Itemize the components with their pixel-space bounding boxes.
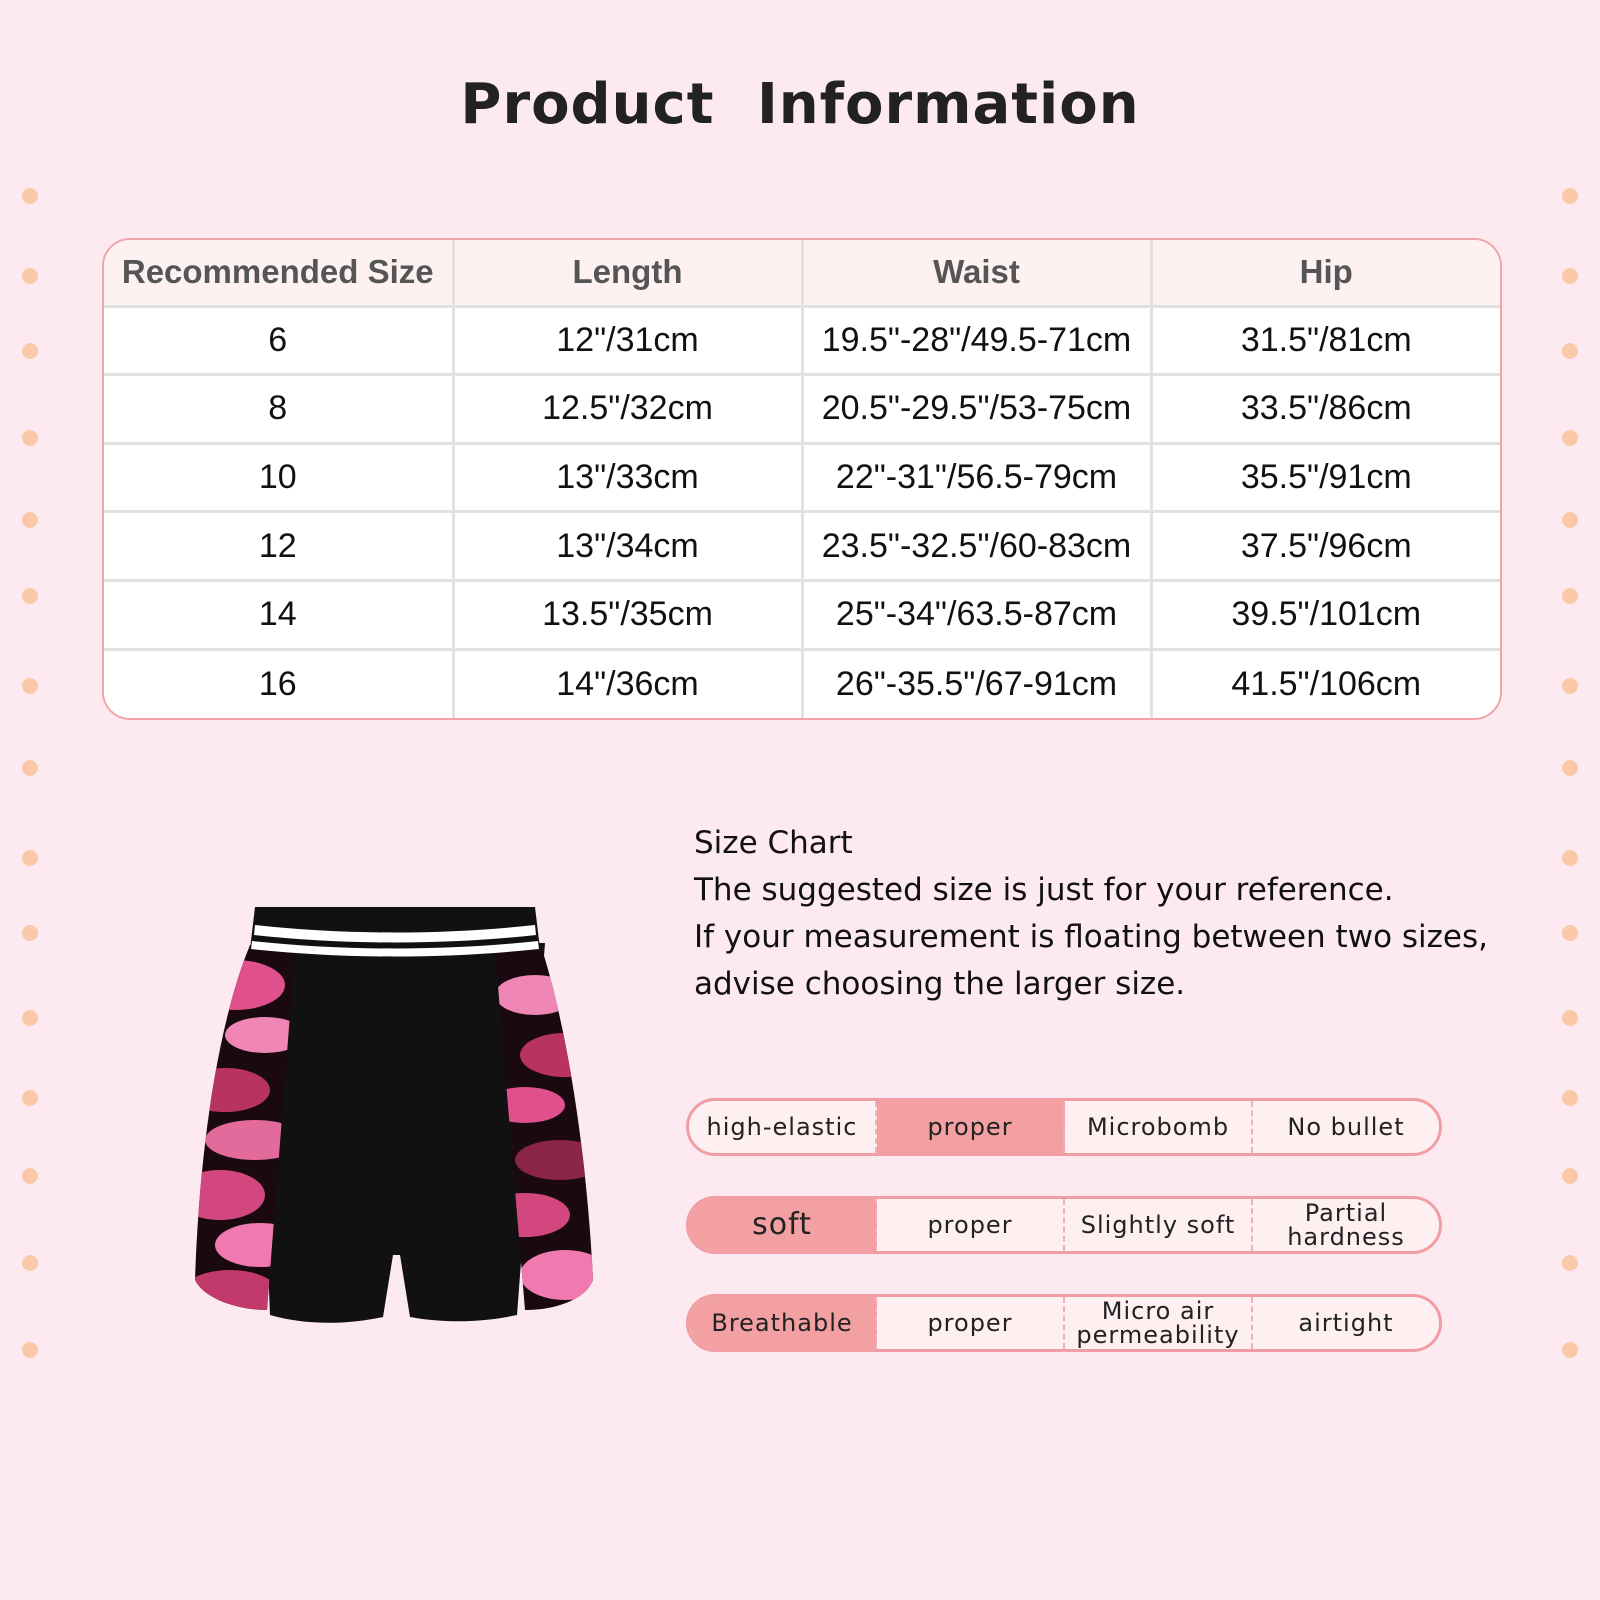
cell-waist: 20.5"-29.5"/53-75cm xyxy=(802,375,1151,444)
cell-length: 12"/31cm xyxy=(453,306,802,375)
table-header-row xyxy=(104,240,1500,306)
table-row xyxy=(104,581,1500,650)
decorative-dot xyxy=(22,1255,38,1271)
header-hip: Hip xyxy=(1151,240,1500,306)
decorative-dot xyxy=(1562,1090,1578,1106)
decorative-dot xyxy=(22,588,38,604)
decorative-dot xyxy=(22,188,38,204)
decorative-dot xyxy=(1562,188,1578,204)
left-dot-border xyxy=(10,0,50,1600)
cell-size: 16 xyxy=(104,649,453,718)
cell-hip: 39.5"/101cm xyxy=(1151,581,1500,650)
table-row xyxy=(104,512,1500,581)
decorative-dot xyxy=(22,1010,38,1026)
table-row xyxy=(104,649,1500,718)
softness-option-partial-hardness: Partial hardness xyxy=(1287,1199,1405,1251)
header-waist: Waist xyxy=(802,240,1151,306)
decorative-dot xyxy=(22,850,38,866)
cell-hip: 33.5"/86cm xyxy=(1151,375,1500,444)
softness-option-proper: proper xyxy=(877,1199,1065,1251)
breathability-scale xyxy=(686,1294,1442,1352)
decorative-dot xyxy=(1562,268,1578,284)
table-row xyxy=(104,375,1500,444)
decorative-dot xyxy=(1562,678,1578,694)
size-note-line: advise choosing the larger size. xyxy=(694,966,1186,1002)
shorts-illustration xyxy=(195,905,605,1345)
cell-hip: 31.5"/81cm xyxy=(1151,306,1500,375)
decorative-dot xyxy=(1562,343,1578,359)
decorative-dot xyxy=(1562,760,1578,776)
cell-waist: 22"-31"/56.5-79cm xyxy=(802,443,1151,512)
cell-length: 14"/36cm xyxy=(453,649,802,718)
decorative-dot xyxy=(22,343,38,359)
decorative-dot xyxy=(22,430,38,446)
decorative-dot xyxy=(22,268,38,284)
cell-length: 13"/33cm xyxy=(453,443,802,512)
header-length: Length xyxy=(453,240,802,306)
decorative-dot xyxy=(22,512,38,528)
decorative-dot xyxy=(1562,925,1578,941)
decorative-dot xyxy=(1562,1168,1578,1184)
header-recommended-size: Recommended Size xyxy=(104,240,453,306)
cell-size: 14 xyxy=(104,581,453,650)
size-table xyxy=(102,238,1502,720)
decorative-dot xyxy=(1562,1010,1578,1026)
decorative-dot xyxy=(22,1090,38,1106)
table-row xyxy=(104,443,1500,512)
breathability-option-airtight: airtight xyxy=(1298,1309,1394,1337)
size-note-heading: Size Chart xyxy=(694,825,853,861)
cell-size: 8 xyxy=(104,375,453,444)
cell-length: 12.5"/32cm xyxy=(453,375,802,444)
cell-length: 13"/34cm xyxy=(453,512,802,581)
decorative-dot xyxy=(1562,588,1578,604)
decorative-dot xyxy=(22,760,38,776)
decorative-dot xyxy=(1562,850,1578,866)
size-note xyxy=(694,820,1494,1008)
decorative-dot xyxy=(1562,430,1578,446)
cell-hip: 35.5"/91cm xyxy=(1151,443,1500,512)
breathability-option-breathable: Breathable xyxy=(689,1297,877,1349)
softness-option-slightly-soft: Slightly soft xyxy=(1065,1199,1253,1251)
decorative-dot xyxy=(22,1342,38,1358)
cell-length: 13.5"/35cm xyxy=(453,581,802,650)
decorative-dot xyxy=(22,678,38,694)
cell-size: 10 xyxy=(104,443,453,512)
product-image-shorts xyxy=(195,905,605,1345)
elasticity-scale xyxy=(686,1098,1442,1156)
cell-hip: 37.5"/96cm xyxy=(1151,512,1500,581)
elasticity-option-no-bullet: No bullet xyxy=(1287,1113,1405,1141)
cell-waist: 23.5"-32.5"/60-83cm xyxy=(802,512,1151,581)
elasticity-option-proper: proper xyxy=(877,1101,1065,1153)
decorative-dot xyxy=(22,925,38,941)
page-title: Product Information xyxy=(460,72,1140,137)
cell-size: 12 xyxy=(104,512,453,581)
cell-hip: 41.5"/106cm xyxy=(1151,649,1500,718)
cell-waist: 25"-34"/63.5-87cm xyxy=(802,581,1151,650)
breathability-option-proper: proper xyxy=(877,1297,1065,1349)
decorative-dot xyxy=(1562,1255,1578,1271)
softness-option-soft: soft xyxy=(689,1199,877,1251)
cell-size: 6 xyxy=(104,306,453,375)
right-dot-border xyxy=(1550,0,1590,1600)
elasticity-option-high-elastic: high-elastic xyxy=(689,1101,877,1153)
table-row xyxy=(104,306,1500,375)
cell-waist: 19.5"-28"/49.5-71cm xyxy=(802,306,1151,375)
size-note-line: If your measurement is floating between two sizes, xyxy=(694,919,1488,955)
decorative-dot xyxy=(1562,1342,1578,1358)
decorative-dot xyxy=(22,1168,38,1184)
cell-waist: 26"-35.5"/67-91cm xyxy=(802,649,1151,718)
breathability-option-micro-air-permeability: Micro air permeability xyxy=(1065,1297,1253,1349)
decorative-dot xyxy=(1562,512,1578,528)
size-note-line: The suggested size is just for your reference. xyxy=(694,872,1394,908)
softness-scale xyxy=(686,1196,1442,1254)
elasticity-option-microbomb: Microbomb xyxy=(1065,1101,1253,1153)
